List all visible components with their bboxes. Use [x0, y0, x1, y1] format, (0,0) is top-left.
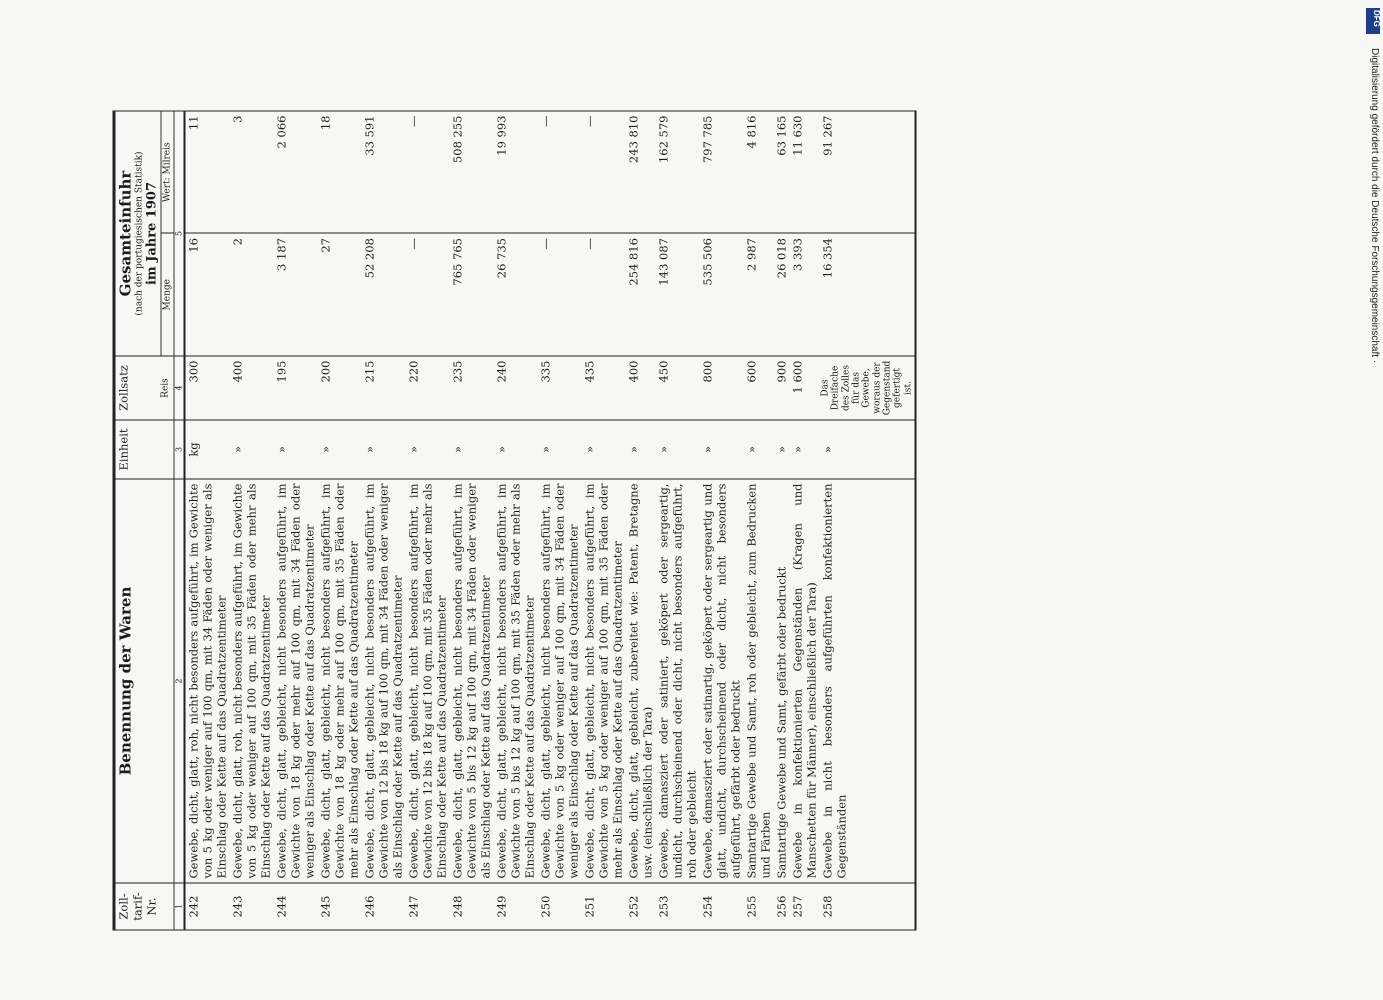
- cell-qty: 26 018: [774, 234, 790, 357]
- cell-nr: 248: [450, 883, 494, 930]
- table-row: [656, 111, 700, 930]
- cell-qty: 765 765: [450, 234, 494, 357]
- header-qty: Menge: [161, 234, 174, 357]
- cell-val: —: [538, 111, 582, 234]
- table-row: [790, 111, 820, 930]
- header-nr: Zoll-tarif-Nr.: [114, 883, 174, 930]
- cell-qty: 16 354: [820, 234, 916, 357]
- cell-rate: 235: [450, 356, 494, 420]
- cell-val: 243 810: [626, 111, 656, 234]
- cell-unit: »: [494, 420, 538, 479]
- dfg-logo: DFG: [1366, 8, 1380, 34]
- cell-unit: »: [538, 420, 582, 479]
- cell-val: —: [406, 111, 450, 234]
- cell-qty: —: [538, 234, 582, 357]
- table-row: [318, 111, 362, 930]
- cell-qty: —: [582, 234, 626, 357]
- cell-rate: 335: [538, 356, 582, 420]
- table-row: [744, 111, 774, 930]
- cell-name: Gewebe, dicht, glatt, gebleicht, nicht besonders aufgeführt, im Gewichte von 5 kg oder weniger auf 100 qm, mit 35 Fäden oder mehr als Einschlag oder Kette auf das Quadratzentimeter: [582, 479, 626, 883]
- cell-rate: 400: [626, 356, 656, 420]
- cell-name: Gewebe, dicht, glatt, roh, nicht besonders aufgeführt, im Gewichte von 5 kg oder weniger auf 100 qm, mit 35 Fäden oder mehr als Einschlag oder Kette auf das Quadratzentimeter: [230, 479, 274, 883]
- cell-val: 11 630: [790, 111, 820, 234]
- cell-qty: 3 393: [790, 234, 820, 357]
- cell-name: Gewebe in konfektionierten Gegenständen (Kragen und Manschetten für Männer), einschließlich der Tara): [790, 479, 820, 883]
- cell-qty: 254 816: [626, 234, 656, 357]
- cell-nr: 251: [582, 883, 626, 930]
- cell-nr: 252: [626, 883, 656, 930]
- col-index: 1: [174, 883, 185, 930]
- cell-unit: »: [774, 420, 790, 479]
- cell-rate: 450: [656, 356, 700, 420]
- cell-unit: »: [318, 420, 362, 479]
- cell-nr: 258: [820, 883, 916, 930]
- table-row: [274, 111, 318, 930]
- cell-unit: »: [582, 420, 626, 479]
- cell-name: Samtartige Gewebe und Samt, roh oder gebleicht, zum Bedrucken und Färben: [744, 479, 774, 883]
- cell-val: 18: [318, 111, 362, 234]
- credit-line: Digitalisierung gefördert durch die Deutsche Forschungsgemeinschaft ·: [1369, 48, 1380, 364]
- cell-val: 19 993: [494, 111, 538, 234]
- cell-nr: 243: [230, 883, 274, 930]
- cell-unit: kg: [185, 420, 230, 479]
- cell-unit: »: [700, 420, 744, 479]
- cell-name: Gewebe, dicht, glatt, gebleicht, nicht besonders aufgeführt, im Gewichte von 5 bis 12 kg auf 100 qm, mit 35 Fäden oder mehr als Einschlag oder Kette auf das Quadratzentimeter: [494, 479, 538, 883]
- cell-val: 162 579: [656, 111, 700, 234]
- cell-name: Gewebe, dicht, glatt, gebleicht, zubereitet wie: Patent, Bretagne usw. (einschließlich der Tara): [626, 479, 656, 883]
- cell-unit: »: [450, 420, 494, 479]
- cell-name: Gewebe, dicht, glatt, gebleicht, nicht besonders aufgeführt, im Gewichte von 12 bis 18 kg auf 100 qm, mit 34 Fäden oder weniger als Einschlag oder Kette auf das Quadratzentimeter: [362, 479, 406, 883]
- cell-rate: 435: [582, 356, 626, 420]
- cell-qty: 2 987: [744, 234, 774, 357]
- cell-qty: 26 735: [494, 234, 538, 357]
- cell-nr: 250: [538, 883, 582, 930]
- table-row: [362, 111, 406, 930]
- table-row: [406, 111, 450, 930]
- cell-unit: »: [656, 420, 700, 479]
- table-row: [494, 111, 538, 930]
- cell-rate: 400: [230, 356, 274, 420]
- cell-val: 4 816: [744, 111, 774, 234]
- col-index: 4: [174, 356, 185, 420]
- rotated-page: [0, 1, 1383, 1000]
- cell-qty: 27: [318, 234, 362, 357]
- cell-qty: 2: [230, 234, 274, 357]
- col-index: 5: [174, 111, 185, 356]
- cell-unit: »: [744, 420, 774, 479]
- cell-qty: 3 187: [274, 234, 318, 357]
- table-row: [626, 111, 656, 930]
- cell-nr: 249: [494, 883, 538, 930]
- cell-qty: 16: [185, 234, 230, 357]
- col-index: 2: [174, 479, 185, 883]
- cell-name: Gewebe, damasziert oder satinartig, geköpert oder sergeartig und glatt, undicht, durchscheinend oder dicht, nicht besonders aufgeführt, gefärbt oder bedruckt: [700, 479, 744, 883]
- header-unit: Einheit: [114, 420, 174, 479]
- cell-rate: 900: [774, 356, 790, 420]
- header-name: Benennung der Waren: [114, 479, 174, 883]
- cell-unit: »: [406, 420, 450, 479]
- cell-name: Samtartige Gewebe und Samt, gefärbt oder bedruckt: [774, 479, 790, 883]
- cell-nr: 254: [700, 883, 744, 930]
- tariff-table: [113, 111, 917, 931]
- cell-val: 63 165: [774, 111, 790, 234]
- table-row: [700, 111, 744, 930]
- cell-qty: 52 208: [362, 234, 406, 357]
- header-rate: Zollsatz Reis: [114, 356, 174, 420]
- cell-val: 3: [230, 111, 274, 234]
- cell-rate: 195: [274, 356, 318, 420]
- cell-unit: »: [274, 420, 318, 479]
- cell-name: Gewebe, damasziert oder satiniert, geköpert oder sergeartig, undicht, durchscheinend oder dicht, nicht besonders aufgeführt, roh oder gebleicht: [656, 479, 700, 883]
- rate-note: Das Dreifache des Zolles für das Gewebe, woraus der Gegenstand gefertigt ist.: [820, 360, 914, 416]
- cell-rate: 300: [185, 356, 230, 420]
- cell-qty: —: [406, 234, 450, 357]
- cell-rate: 600: [744, 356, 774, 420]
- cell-rate: 220: [406, 356, 450, 420]
- cell-unit: »: [626, 420, 656, 479]
- table-row: [185, 111, 230, 930]
- table-row: [450, 111, 494, 930]
- cell-val: —: [582, 111, 626, 234]
- cell-qty: 535 506: [700, 234, 744, 357]
- cell-qty: 143 087: [656, 234, 700, 357]
- cell-name: Gewebe, dicht, glatt, gebleicht, nicht besonders aufgeführt, im Gewichte von 18 kg oder mehr auf 100 qm, mit 34 Fäden oder weniger als Einschlag oder Kette auf das Quadratzentimeter: [274, 479, 318, 883]
- cell-name: Gewebe, dicht, glatt, gebleicht, nicht besonders aufgeführt, im Gewichte von 18 kg oder mehr auf 100 qm, mit 35 Fäden oder mehr als Einschlag oder Kette auf das Quadratzentimeter: [318, 479, 362, 883]
- cell-name: Gewebe in nicht besonders aufgeführten konfektionierten Gegenständen: [820, 479, 916, 883]
- cell-val: 91 267: [820, 111, 916, 234]
- cell-rate: 240: [494, 356, 538, 420]
- cell-rate: 800: [700, 356, 744, 420]
- cell-nr: 245: [318, 883, 362, 930]
- cell-val: 797 785: [700, 111, 744, 234]
- cell-nr: 255: [744, 883, 774, 930]
- cell-rate: 215: [362, 356, 406, 420]
- cell-name: Gewebe, dicht, glatt, gebleicht, nicht besonders aufgeführt, im Gewichte von 5 bis 12 kg auf 100 qm, mit 34 Fäden oder weniger als Einschlag oder Kette auf das Quadratzentimeter: [450, 479, 494, 883]
- cell-nr: 247: [406, 883, 450, 930]
- cell-name: Gewebe, dicht, glatt, roh, nicht besonders aufgeführt, im Gewichte von 5 kg oder weniger auf 100 qm, mit 34 Fäden oder weniger als Einschlag oder Kette auf das Quadratzentimeter: [185, 479, 230, 883]
- cell-unit: »: [820, 420, 916, 479]
- header-total: Gesamteinfuhr (nach der portugiesischen Statistik) im Jahre 1907: [114, 111, 161, 356]
- cell-val: 11: [185, 111, 230, 234]
- cell-nr: 246: [362, 883, 406, 930]
- cell-rate: 1 600: [790, 356, 820, 420]
- cell-nr: 244: [274, 883, 318, 930]
- cell-rate: 200: [318, 356, 362, 420]
- cell-val: 2 066: [274, 111, 318, 234]
- table-row: [774, 111, 790, 930]
- cell-unit: »: [230, 420, 274, 479]
- cell-rate: [820, 356, 916, 420]
- table-row: [538, 111, 582, 930]
- cell-nr: 256: [774, 883, 790, 930]
- cell-unit: »: [362, 420, 406, 479]
- cell-val: 33 591: [362, 111, 406, 234]
- cell-val: 508 255: [450, 111, 494, 234]
- table-row: [820, 111, 916, 930]
- cell-nr: 242: [185, 883, 230, 930]
- header-val: Wert: Milreis: [161, 111, 174, 234]
- table-row: [582, 111, 626, 930]
- cell-name: Gewebe, dicht, glatt, gebleicht, nicht besonders aufgeführt, im Gewichte von 5 kg oder weniger auf 100 qm, mit 34 Fäden oder weniger als Einschlag oder Kette auf das Quadratzentimeter: [538, 479, 582, 883]
- cell-name: Gewebe, dicht, glatt, gebleicht, nicht besonders aufgeführt, im Gewichte von 12 bis 18 kg auf 100 qm, mit 35 Fäden oder mehr als Einschlag oder Kette auf das Quadratzentimeter: [406, 479, 450, 883]
- table-row: [230, 111, 274, 930]
- col-index: 3: [174, 420, 185, 479]
- cell-nr: 257: [790, 883, 820, 930]
- cell-unit: »: [790, 420, 820, 479]
- cell-nr: 253: [656, 883, 700, 930]
